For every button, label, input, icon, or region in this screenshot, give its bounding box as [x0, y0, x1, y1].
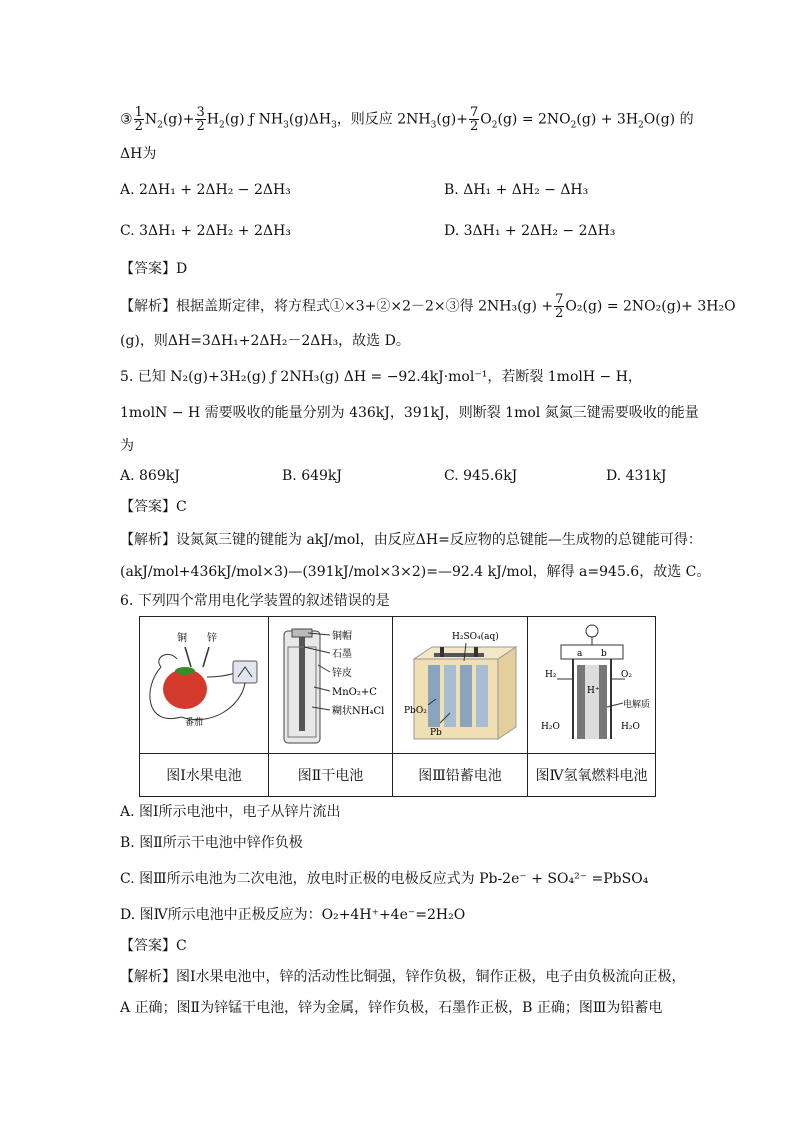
frac-den: 2: [196, 119, 205, 134]
q5-option-b: B. 649kJ: [282, 468, 343, 484]
q5-analysis-line2: (akJ/mol+436kJ/mol×3)—(391kJ/mol×3×2)=—92.4 kJ/mol，解得 a=945.6，故选 C。: [120, 564, 711, 580]
q4-option-d: D. 3ΔH₁ + 2ΔH₂ − 2ΔH₃: [444, 223, 616, 239]
caption-fig4: 图Ⅳ氢氧燃料电池: [528, 754, 656, 797]
q6-option-d: D. 图Ⅳ所示电池中正极反应为：O₂+4H⁺+4e⁻=2H₂O: [120, 907, 466, 923]
q5-stem-line1: 5. 已知 N₂(g)+3H₂(g) ƒ 2NH₃(g) ΔH = −92.4kJ·mol⁻¹，若断裂 1molH − H，: [120, 369, 642, 385]
fig3-cell: [393, 617, 528, 754]
label-zinc: 锌: [207, 633, 217, 644]
bulb-icon: [586, 625, 598, 637]
label-copper: 铜: [177, 633, 187, 644]
q6-option-c: C. 图Ⅲ所示电池为二次电池，放电时正极的电极反应式为 Pb-2e⁻ + SO₄²⁻ =PbSO₄: [120, 871, 649, 887]
q4-option-b: B. ΔH₁ + ΔH₂ − ΔH₃: [444, 182, 589, 198]
stem-part: (g) + 3H: [576, 111, 639, 128]
stem-part: (g)+: [162, 111, 195, 128]
q4-option-c: C. 3ΔH₁ + 2ΔH₂ + 2ΔH₃: [120, 223, 291, 239]
label-tomato: 番茄: [185, 718, 204, 728]
analysis-part: 【解析】根据盖斯定律，将方程式①×3+②×2－2×③得 2NH₃(g) +: [120, 298, 554, 315]
analysis-part: O₂(g) = 2NO₂(g)+ 3H₂O: [565, 298, 736, 315]
stem-part: ，则反应 2NH: [336, 111, 431, 128]
frac-num: 1: [134, 105, 143, 120]
q4-answer: 【答案】D: [120, 261, 188, 277]
frac-num: 3: [196, 105, 205, 120]
frac-num: 7: [470, 105, 479, 120]
frac-den: 2: [134, 119, 143, 134]
q6-stem: 6. 下列四个常用电化学装置的叙述错误的是: [120, 593, 390, 609]
lead-acid-battery-illustration: [394, 617, 526, 749]
fuel-cell-illustration: [529, 617, 655, 749]
fraction-1-2: [134, 106, 144, 133]
fraction-7-2: [469, 106, 479, 133]
ammeter-icon: [233, 661, 257, 683]
stem-part: H: [206, 111, 219, 128]
stem-part: N: [144, 111, 158, 128]
caption-fig1: 图Ⅰ水果电池: [140, 754, 269, 797]
q4-stem-line2: ΔH为: [120, 146, 157, 162]
label-zinc-skin: 锌皮: [331, 668, 352, 679]
caption-fig3: 图Ⅲ铅蓄电池: [393, 754, 528, 797]
q4-analysis-line2: (g)，则ΔH=3ΔH₁+2ΔH₂－2ΔH₃，故选 D。: [120, 333, 410, 349]
fraction-3-2: [195, 106, 205, 133]
label-b: b: [600, 649, 607, 659]
fig4-cell: [528, 617, 656, 754]
q5-stem-line2: 1molN − H 需要吸收的能量分别为 436kJ，391kJ，则断裂 1mol 氮氮三键需要吸收的能量: [120, 405, 699, 421]
q5-option-d: D. 431kJ: [606, 468, 667, 484]
label-pbo2: PbO₂: [404, 706, 427, 716]
frac-den: 2: [470, 119, 479, 134]
q4-analysis-line1: [120, 293, 736, 320]
label-h2: H₂: [544, 670, 556, 680]
q6-option-b: B. 图Ⅱ所示干电池中锌作负极: [120, 835, 303, 851]
q6-analysis-line1: 【解析】图Ⅰ水果电池中，锌的活动性比铜强，锌作负极，铜作正极，电子由负极流向正极，: [120, 969, 686, 985]
stem-part: (g) ƒ NH: [224, 111, 284, 128]
q5-option-c: C. 945.6kJ: [444, 468, 518, 484]
label-hplus: H⁺: [586, 686, 600, 696]
stem-part: (g)+: [436, 111, 468, 128]
caption-fig2: 图Ⅱ干电池: [269, 754, 393, 797]
label-h2o-left: H₂O: [540, 722, 560, 732]
label-mno2: MnO₂+C: [331, 687, 377, 698]
fig1-cell: [140, 617, 269, 754]
label-graphite: 石墨: [331, 649, 352, 660]
q4-option-a: A. 2ΔH₁ + 2ΔH₂ − 2ΔH₃: [120, 182, 291, 198]
label-sulfuric-acid: H₂SO₄(aq): [452, 632, 499, 642]
q6-option-a: A. 图Ⅰ所示电池中，电子从锌片流出: [120, 804, 341, 820]
q5-answer: 【答案】C: [120, 499, 187, 515]
label-pb: Pb: [430, 728, 442, 738]
q5-option-a: A. 869kJ: [120, 468, 180, 484]
q5-stem-line3: 为: [120, 438, 134, 454]
fig2-cell: [269, 617, 393, 754]
label-o2: O₂: [620, 670, 632, 680]
q5-analysis-line1: 【解析】设氮氮三键的键能为 akJ/mol，由反应ΔH=反应物的总键能—生成物的总键能可得：: [120, 532, 702, 548]
fruit-battery-illustration: [141, 617, 267, 749]
circled-number: ③: [120, 111, 133, 128]
frac-num: 7: [555, 292, 564, 307]
q6-answer: 【答案】C: [120, 938, 187, 954]
label-a: a: [576, 649, 582, 659]
stem-part: O: [480, 111, 492, 128]
q6-analysis-line2: A 正确；图Ⅱ为锌锰干电池，锌为金属，锌作负极，石墨作正极，B 正确；图Ⅲ为铅蓄电: [120, 1000, 663, 1016]
frac-den: 2: [555, 306, 564, 321]
stem-part: (g)ΔH: [288, 111, 332, 128]
stem-part: (g) = 2NO: [497, 111, 571, 128]
label-copper-cap: 铜帽: [331, 631, 352, 642]
label-h2o-right: H₂O: [620, 722, 640, 732]
dry-cell-illustration: [270, 617, 392, 749]
label-electrolyte: 电解质: [622, 700, 650, 710]
q4-stem-line1: ③ $\frac{1}{2}$ $N_2(g)+$ $\frac{3}{2}$ $H_2(g)$ ƒ $NH_3(g)\Delta H_3$，则反应 $2NH_3(g)+$ $\frac{7}{2}$ $O_2(g) = 2NO_2(g) + 3H_2O(g)$ 的: [120, 105, 694, 134]
label-nh4cl: 糊状NH₄Cl: [331, 706, 384, 717]
fraction-7-2: [554, 293, 564, 320]
stem-part: O(g) 的: [643, 111, 694, 128]
battery-figure-table: [139, 616, 656, 797]
